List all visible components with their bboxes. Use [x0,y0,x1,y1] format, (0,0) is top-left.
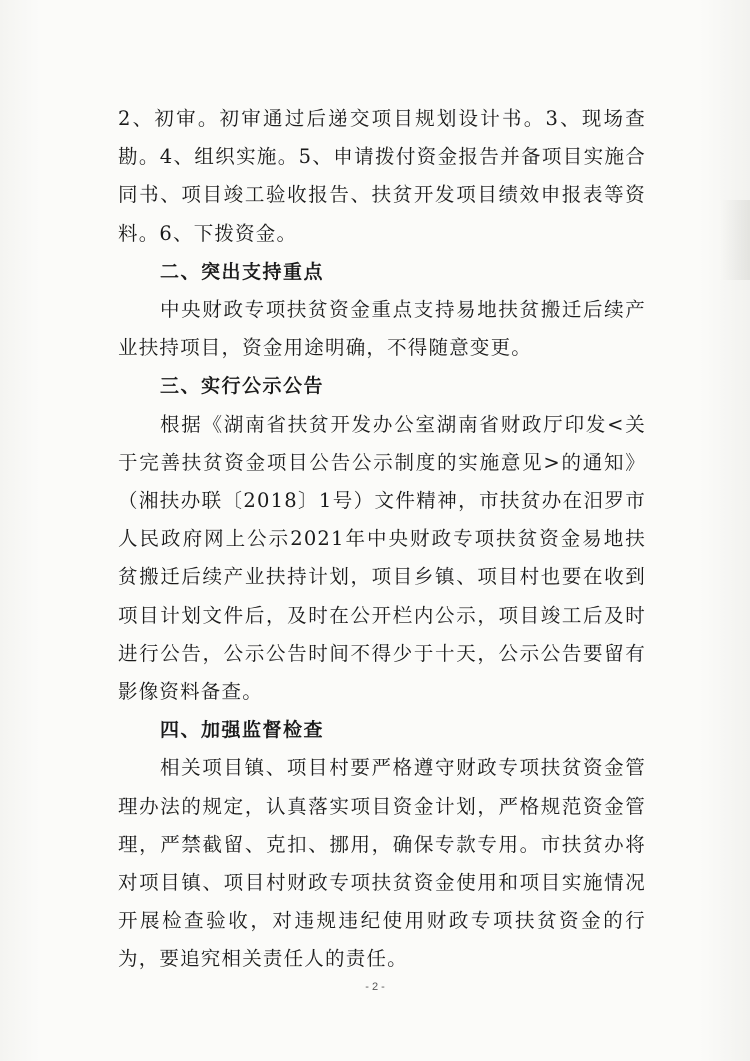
heading-supervision: 四、加强监督检查 [160,719,325,742]
paragraph-supervision: 相关项目镇、项目村要严格遵守财政专项扶贫资金管理办法的规定，认真落实项目资金计划，严格规范资金管理，严禁截留、克扣、挪用，确保专款专用。市扶贫办将对项目镇、项目村财政专项扶贫资金使用和项目实施情况开展检查验收，对违规违纪使用财政专项扶贫资金的行为，要追究相关责任人的责任。 [118,756,646,971]
heading-support-focus: 二、突出支持重点 [160,260,325,283]
paragraph-support-focus: 中央财政专项扶贫资金重点支持易地扶贫搬迁后续产业扶持项目，资金用途明确，不得随意变更。 [118,298,646,360]
scan-shadow [720,200,750,280]
paragraph-process-steps: 2、初审。初审通过后递交项目规划设计书。3、现场查勘。4、组织实施。5、申请拨付资金报告并备项目实施合同书、项目竣工验收报告、扶贫开发项目绩效申报表等资料。6、下拨资金。 [118,107,646,245]
heading-public-notice: 三、实行公示公告 [160,375,325,398]
document-body [118,100,646,979]
page-number: - 2 - [365,981,385,993]
paragraph-public-notice: 根据《湖南省扶贫开发办公室湖南省财政厅印发<关于完善扶贫资金项目公告公示制度的实施意见>的通知》（湘扶办联〔2018〕1号）文件精神，市扶贫办在汨罗市人民政府网上公示2021年中央财政专项扶贫资金易地扶贫搬迁后续产业扶持计划，项目乡镇、项目村也要在收到项目计划文件后，及时在公开栏内公示，项目竣工后及时进行公告，公示公告时间不得少于十天，公示公告要留有影像资料备查。 [118,412,646,704]
